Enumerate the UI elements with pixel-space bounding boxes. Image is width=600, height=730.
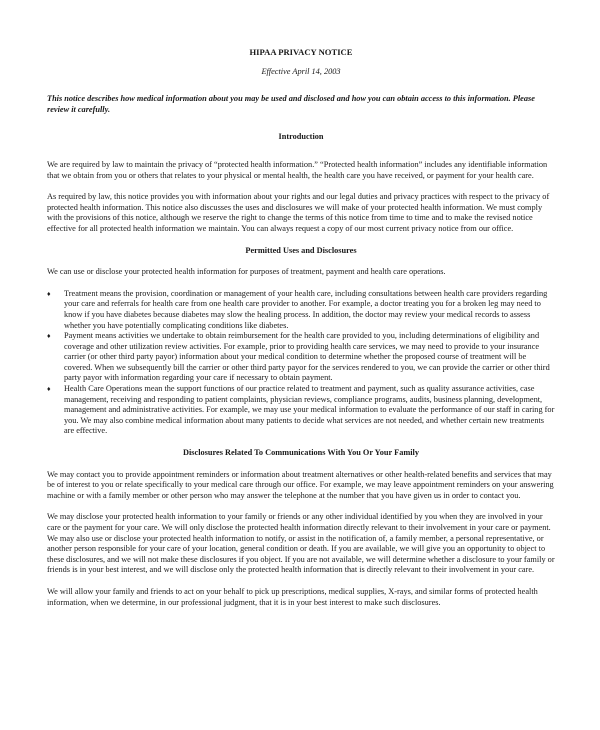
- communications-paragraph: We may disclose your protected health information to your family or friends or any other individual identified by you when they are involved in your care or the payment for your care. We will only disclose the protected health information directly relevant to their involvement in your care or payment. We may also use or disclose your protected health information to notify, or assist in the notification of, a family member, a personal representative, or another person responsible for your care of your location, general condition or death. If you are available, we will give you an opportunity to object to these disclosures, and we will not make these disclosures if you object. If you are not available, we will determine whether a disclosure to your family or friends is in your best interest, and we will disclose only the protected health information that is directly relevant to their involvement in your care.: [47, 512, 555, 575]
- introduction-paragraph: We are required by law to maintain the privacy of “protected health information.” “Protected health information” includes any identifiable information that we obtain from you or others that relates to your physical or mental health, the health care you have received, or payment for your health care.: [47, 159, 548, 180]
- introduction-paragraph: As required by law, this notice provides you with information about your rights and our legal duties and privacy practices with respect to the privacy of protected health information. This notice also discusses the uses and disclosures we will make of your protected health information. We must comply with the provisions of this notice, although we reserve the right to change the terms of this notice from time to time and to make the revised notice effective for all protected health information we maintain. You can always request a copy of our most current privacy notice from our office.: [47, 192, 550, 233]
- diamond-bullet-icon: ♦: [47, 332, 51, 341]
- effective-date: Effective April 14, 2003: [261, 66, 341, 76]
- permitted-uses-list: [47, 289, 555, 437]
- notice-summary: This notice describes how medical information about you may be used and disclosed and how you can obtain access to this information. Please review it carefully.: [47, 94, 535, 114]
- diamond-bullet-icon: ♦: [47, 289, 51, 298]
- communications-paragraph: We may contact you to provide appointment reminders or information about treatment alternatives or other health-related benefits and services that may be of interest to you or relate specifically to your medical care through our office. For example, we may leave appointment reminders on your answering machine or with a family member or other person who may answer the telephone at the number that you have given us in order to contact you.: [47, 469, 554, 500]
- permitted-uses-lead: We can use or disclose your protected health information for purposes of treatment, payment and health care operations.: [47, 267, 446, 277]
- list-item-text: Treatment means the provision, coordination or management of your health care, including consultations between health care providers regarding your care and referrals for health care from one health care provider to another. For example, a doctor treating you for a broken leg may need to know if you have diabetes because diabetes may slow the healing process. In addition, the doctor may review your medical records to assess whether you have potentially complicating conditions like diabetes.: [64, 288, 548, 330]
- list-item: [47, 289, 555, 331]
- communications-paragraph: We will allow your family and friends to act on your behalf to pick up prescriptions, medical supplies, X-rays, and similar forms of protected health information, when we determine, in our professional judgment, that it is in your best interest to make such disclosures.: [47, 586, 538, 607]
- document-title: HIPAA PRIVACY NOTICE: [249, 47, 353, 57]
- list-item: [47, 384, 555, 437]
- list-item-text: Payment means activities we undertake to obtain reimbursement for the health care provided to you, including determinations of eligibility and coverage and other utilization review activities. For example, prior to providing health care services, we may need to provide to your insurance carrier (or other third party payor) information about your medical condition to determine whether the proposed course of treatment will be covered. When we subsequently bill the carrier or other third party payor for the services rendered to you, we can provide the carrier or other third party payor with information regarding your care if necessary to obtain payment.: [64, 331, 550, 383]
- section-heading-introduction: Introduction: [278, 132, 324, 142]
- section-heading-communications: Disclosures Related To Communications With You Or Your Family: [182, 448, 420, 458]
- document-body: [47, 47, 555, 608]
- section-heading-permitted-uses: Permitted Uses and Disclosures: [245, 245, 357, 255]
- list-item-text: Health Care Operations mean the support functions of our practice related to treatment and payment, such as quality assurance activities, case management, receiving and responding to patient complaints, physician reviews, compliance programs, audits, business planning, development, management and administrative activities. For example, we may use your medical information to evaluate the performance of our staff in caring for you. We may also combine medical information about many patients to decide what services are not needed, and whether certain new treatments are effective.: [64, 384, 555, 436]
- diamond-bullet-icon: ♦: [47, 385, 51, 394]
- list-item: [47, 331, 555, 384]
